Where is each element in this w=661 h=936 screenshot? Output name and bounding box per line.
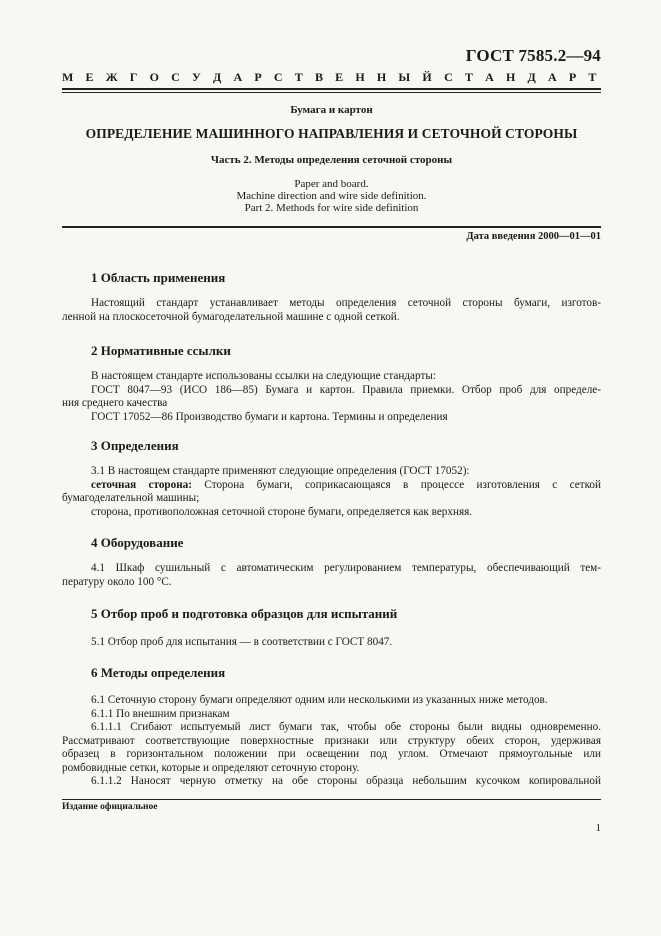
text-line: 6.1.1.1 Сгибают испытуемый лист бумаги так, чтобы обе стороны были видны одновременно.: [91, 721, 601, 733]
text-line: ленной на плоскосеточной бумагоделательной машине с одной сеткой.: [62, 310, 400, 323]
text-line: 4.1 Шкаф сушильный с автоматическим регулированием температуры, обеспечивающий тем-: [91, 562, 601, 574]
standard-word: С Т А Н Д А Р Т: [444, 70, 601, 84]
text-line: пературу около 100 °С.: [62, 575, 172, 588]
text-line: 5.1 Отбор проб для испытания — в соответствии с ГОСТ 8047.: [91, 636, 393, 648]
definition-text: Сторона бумаги, соприкасающаяся в процессе изготовления с сеткой: [192, 478, 602, 491]
subject-line: Бумага и картон: [290, 104, 373, 116]
text-line: Настоящий стандарт устанавливает методы определения сеточной стороны бумаги, изготов-: [91, 297, 601, 309]
text-line: 6.1.1.2 Наносят черную отметку на обе стороны образца небольшим кусочком копировальной: [91, 775, 601, 787]
text-line: образец в горизонтальном положении при освещении под углом. Отмечают прямоугольные или: [62, 748, 601, 760]
text-line: ГОСТ 17052—86 Производство бумаги и картона. Термины и определения: [91, 410, 448, 423]
interstate-word: М Е Ж Г О С У Д А Р С Т В Е Н Н Ы Й: [62, 70, 437, 84]
text-line: 6.1.1 По внешним признакам: [91, 707, 230, 720]
text-line: ГОСТ 8047—93 (ИСО 186—85) Бумага и картон. Правила приемки. Отбор проб для определе-: [91, 383, 601, 396]
gost-number: ГОСТ 7585.2—94: [465, 46, 601, 65]
introduction-date: Дата введения 2000—01—01: [466, 231, 601, 242]
part-title: Часть 2. Методы определения сеточной стороны: [210, 154, 453, 166]
section-text: [62, 297, 601, 324]
english-title-line: Part 2. Methods for wire side definition: [244, 202, 419, 214]
text-line: ромбовидные сетки, которые и определяют сеточную сторону.: [62, 761, 360, 774]
section-text: [62, 694, 601, 789]
section-text: [62, 465, 601, 519]
title-rule: [62, 226, 601, 228]
english-title-line: Paper and board.: [294, 178, 369, 190]
text-line: Рассматривают соответствующие поверхностные признаки или структуру обеих сторон, удерживая: [62, 734, 601, 747]
section-heading: 6 Методы определения: [91, 665, 226, 680]
section-heading: 4 Оборудование: [91, 535, 184, 550]
section-text: [62, 370, 601, 424]
text-line: 6.1 Сеточную сторону бумаги определяют одним или несколькими из указанных ниже методов.: [91, 694, 548, 706]
footer-rule: [62, 799, 601, 800]
interstate-standard-banner: [62, 70, 601, 85]
english-title-line: Machine direction and wire side definition.: [236, 190, 427, 202]
document-title: ОПРЕДЕЛЕНИЕ МАШИННОГО НАПРАВЛЕНИЯ И СЕТОЧНОЙ СТОРОНЫ: [85, 126, 578, 141]
text-line: ния среднего качества: [62, 397, 168, 409]
section-heading: 3 Определения: [91, 438, 179, 453]
section-heading: 1 Область применения: [91, 270, 226, 285]
header-rule-thin: [62, 92, 601, 93]
definition-line: [62, 479, 601, 493]
text-line: В настоящем стандарте использованы ссылки на следующие стандарты:: [91, 370, 436, 382]
page-number: 1: [595, 822, 601, 834]
text-line: 3.1 В настоящем стандарте применяют следующие определения (ГОСТ 17052):: [91, 465, 470, 477]
section-text: [62, 636, 601, 650]
section-heading: 2 Нормативные ссылки: [91, 343, 231, 358]
text-line: бумагоделательной машины;: [62, 492, 200, 504]
text-line: сторона, противоположная сеточной стороне бумаги, определяется как верхняя.: [91, 505, 473, 518]
defined-term: сеточная сторона:: [91, 478, 193, 491]
header-rule: [62, 88, 601, 90]
section-text: [62, 562, 601, 589]
official-edition-label: Издание официальное: [62, 802, 158, 812]
section-heading: 5 Отбор проб и подготовка образцов для испытаний: [91, 606, 398, 621]
